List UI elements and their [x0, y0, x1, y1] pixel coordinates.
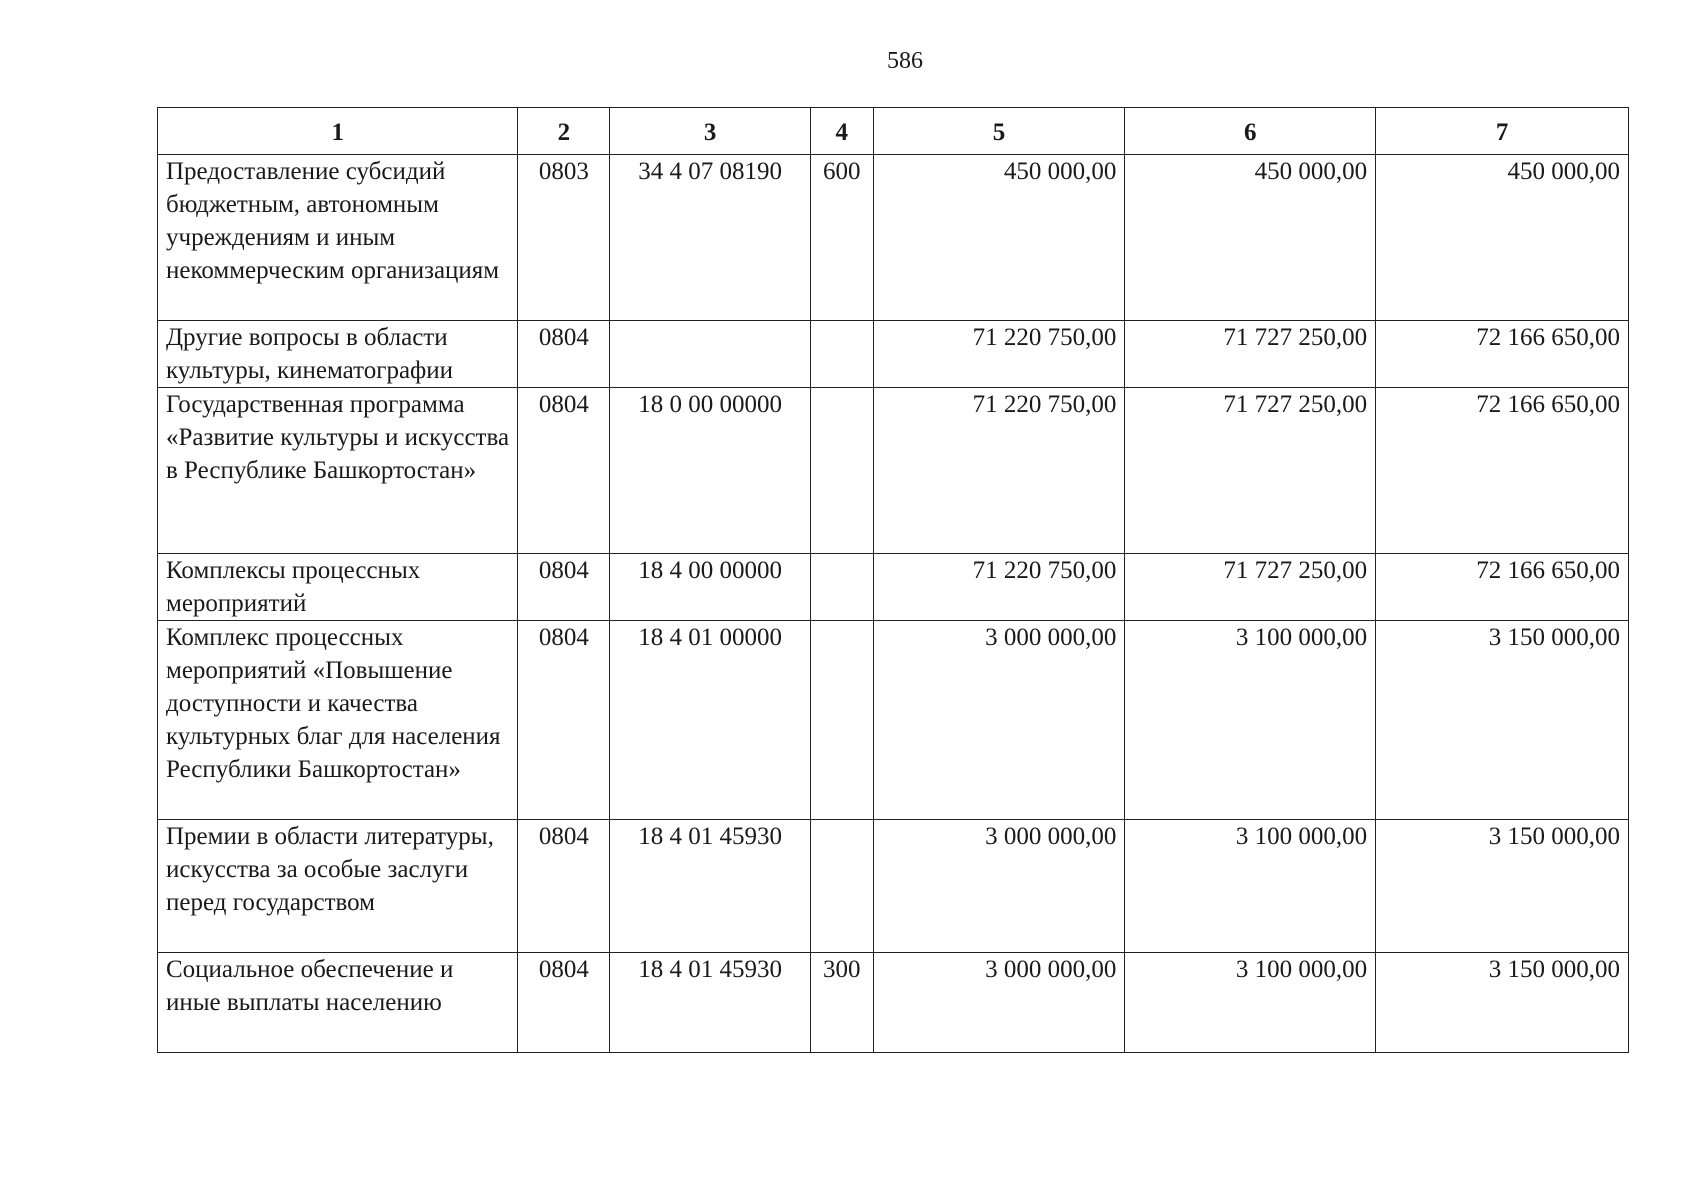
header-col-6: 6	[1125, 108, 1376, 155]
header-col-2: 2	[518, 108, 610, 155]
expense-type-code: 600	[810, 155, 873, 321]
amount-col-6: 3 100 000,00	[1125, 953, 1376, 1053]
section-code: 0804	[518, 321, 610, 388]
expense-type-code: 300	[810, 953, 873, 1053]
expense-type-code	[810, 321, 873, 388]
section-code: 0804	[518, 953, 610, 1053]
amount-col-6: 3 100 000,00	[1125, 820, 1376, 953]
section-code: 0804	[518, 820, 610, 953]
amount-col-7: 72 166 650,00	[1376, 388, 1629, 554]
target-article-code	[610, 321, 811, 388]
row-name: Комплексы процессных мероприятий	[158, 554, 518, 621]
expense-type-code	[810, 554, 873, 621]
amount-col-6: 71 727 250,00	[1125, 554, 1376, 621]
section-code: 0803	[518, 155, 610, 321]
amount-col-6: 71 727 250,00	[1125, 321, 1376, 388]
expense-type-code	[810, 388, 873, 554]
header-col-4: 4	[810, 108, 873, 155]
table-header-row	[158, 108, 1629, 155]
amount-col-6: 71 727 250,00	[1125, 388, 1376, 554]
amount-col-7: 3 150 000,00	[1376, 820, 1629, 953]
row-name: Социальное обеспечение и иные выплаты населению	[158, 953, 518, 1053]
header-col-3: 3	[610, 108, 811, 155]
expense-type-code	[810, 621, 873, 820]
amount-col-6: 450 000,00	[1125, 155, 1376, 321]
table-row	[158, 155, 1629, 321]
page-number: 586	[887, 48, 923, 74]
target-article-code: 34 4 07 08190	[610, 155, 811, 321]
amount-col-7: 3 150 000,00	[1376, 621, 1629, 820]
amount-col-5: 3 000 000,00	[873, 820, 1125, 953]
table-row	[158, 321, 1629, 388]
header-col-5: 5	[873, 108, 1125, 155]
amount-col-5: 71 220 750,00	[873, 388, 1125, 554]
target-article-code: 18 4 01 45930	[610, 953, 811, 1053]
row-name: Комплекс процессных мероприятий «Повышение доступности и качества культурных благ для населения Республики Башкортостан»	[158, 621, 518, 820]
amount-col-5: 71 220 750,00	[873, 321, 1125, 388]
section-code: 0804	[518, 388, 610, 554]
amount-col-7: 72 166 650,00	[1376, 554, 1629, 621]
amount-col-6: 3 100 000,00	[1125, 621, 1376, 820]
target-article-code: 18 4 01 00000	[610, 621, 811, 820]
table-row	[158, 621, 1629, 820]
table-row	[158, 820, 1629, 953]
header-col-7: 7	[1376, 108, 1629, 155]
amount-col-5: 450 000,00	[873, 155, 1125, 321]
row-name: Другие вопросы в области культуры, кинематографии	[158, 321, 518, 388]
amount-col-5: 71 220 750,00	[873, 554, 1125, 621]
row-name: Премии в области литературы, искусства за особые заслуги перед государством	[158, 820, 518, 953]
row-name: Государственная программа «Развитие культуры и искусства в Республике Башкортостан»	[158, 388, 518, 554]
section-code: 0804	[518, 621, 610, 820]
expense-type-code	[810, 820, 873, 953]
table-row	[158, 388, 1629, 554]
amount-col-5: 3 000 000,00	[873, 621, 1125, 820]
amount-col-7: 72 166 650,00	[1376, 321, 1629, 388]
target-article-code: 18 4 00 00000	[610, 554, 811, 621]
target-article-code: 18 0 00 00000	[610, 388, 811, 554]
table-row	[158, 554, 1629, 621]
budget-table	[157, 107, 1629, 1053]
section-code: 0804	[518, 554, 610, 621]
table-row	[158, 953, 1629, 1053]
amount-col-5: 3 000 000,00	[873, 953, 1125, 1053]
target-article-code: 18 4 01 45930	[610, 820, 811, 953]
header-col-1: 1	[158, 108, 518, 155]
row-name: Предоставление субсидий бюджетным, автономным учреждениям и иным некоммерческим организациям	[158, 155, 518, 321]
amount-col-7: 3 150 000,00	[1376, 953, 1629, 1053]
amount-col-7: 450 000,00	[1376, 155, 1629, 321]
